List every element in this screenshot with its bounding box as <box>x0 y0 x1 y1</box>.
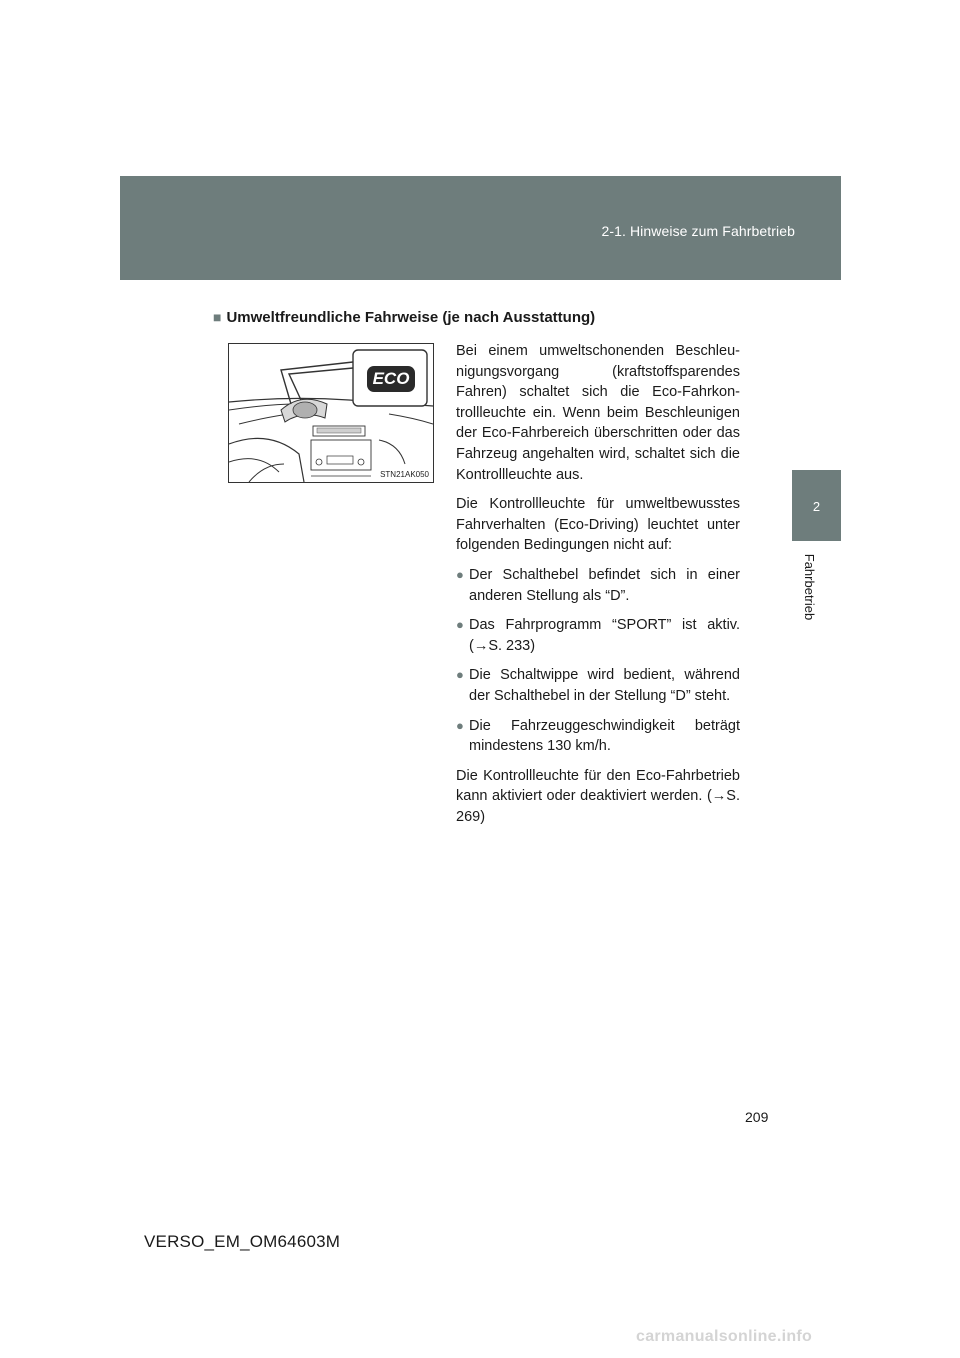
chapter-label: Fahrbetrieb <box>802 553 817 621</box>
chapter-number: 2 <box>812 499 821 514</box>
document-code: VERSO_EM_OM64603M <box>144 1232 341 1251</box>
section-heading <box>213 309 595 326</box>
dashboard-drawing <box>229 344 433 482</box>
paragraph-intro: Bei einem umweltschonenden Beschleunigungsvorgang (kraftstoffsparendes Fahren) schaltet sich die Eco-Fahrkontrollleuchte ein. Wenn beim Beschleunigen der Eco-Fahrbereich überschritten oder das Fahrzeug angehalten wird, schaltet sich die Kontrollleuchte aus. <box>456 343 740 483</box>
body-text <box>456 341 740 836</box>
bullet-icon: ● <box>456 717 464 733</box>
chapter-tab[interactable] <box>792 470 841 541</box>
page-number: 209 <box>745 1109 769 1125</box>
list-item <box>456 565 740 606</box>
list-item <box>456 716 740 757</box>
dashboard-illustration <box>228 343 434 483</box>
eco-indicator-icon: ECO <box>372 369 410 388</box>
list-item-text: Der Schalthebel befindet sich in einer anderen Stellung als “D”. <box>469 566 740 604</box>
bullet-icon: ● <box>456 566 464 582</box>
list-item-text: Die Schaltwippe wird bedient, während der Schalthebel in der Stellung “D” steht. <box>469 667 740 704</box>
list-item <box>456 615 740 656</box>
figure-code: STN21AK050 <box>380 470 429 479</box>
paragraph-toggle: Die Kontrollleuchte für den Eco-Fahrbetrieb kann aktiviert oder deaktiviert werden. (→S. 269) <box>456 767 740 825</box>
bullet-icon: ● <box>456 667 464 683</box>
list-item-text: Die Fahrzeuggeschwindigkeit beträgt mindestens 130 km/h. <box>469 717 740 755</box>
list-item-text: Das Fahrprogramm “SPORT” ist aktiv. (→S. 233) <box>469 617 740 654</box>
heading-text: Umweltfreundliche Fahrweise (je nach Ausstattung) <box>226 309 596 326</box>
paragraph-conditions: Die Kontrollleuchte für umweltbewusstes Fahrverhalten (Eco-Driving) leuchtet unter folgenden Bedingungen nicht auf: <box>456 496 740 554</box>
watermark: carmanualsonline.info <box>636 1328 813 1345</box>
heading-square-icon: ■ <box>213 309 222 325</box>
header-band <box>120 176 841 280</box>
bullet-icon: ● <box>456 617 464 633</box>
section-title: 2-1. Hinweise zum Fahrbetrieb <box>601 223 795 239</box>
list-item <box>456 665 740 706</box>
